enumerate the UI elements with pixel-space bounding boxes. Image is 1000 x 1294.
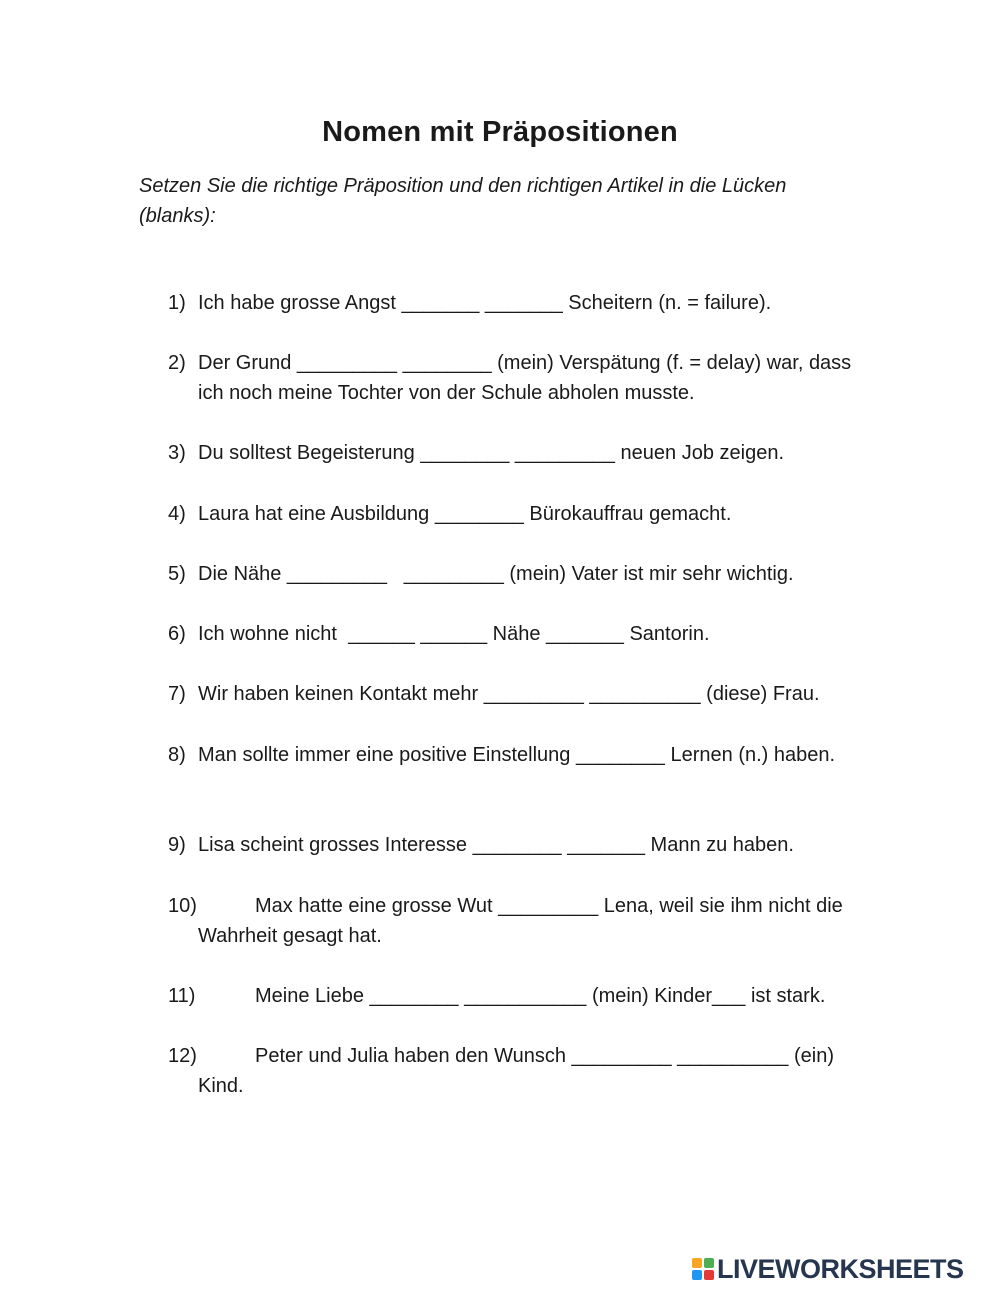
exercise-number: 10) (168, 895, 197, 917)
exercise-text: Man sollte immer eine positive Einstellung ________ Lernen (n.) haben. (198, 744, 836, 766)
exercise-item (168, 1041, 858, 1101)
exercise-number: 7) (168, 683, 186, 705)
instruction-text: Setzen Sie die richtige Präposition und den richtigen Artikel in die Lücken (blanks): (139, 175, 787, 227)
page-title: Nomen mit Präpositionen (322, 116, 678, 148)
exercise-number: 8) (168, 744, 186, 766)
exercise-number: 2) (168, 352, 186, 374)
exercise-number: 4) (168, 503, 186, 525)
exercise-text: Du solltest Begeisterung ________ _________ neuen Job zeigen. (198, 442, 785, 464)
exercise-text: Die Nähe _________ _________ (mein) Vater ist mir sehr wichtig. (198, 563, 794, 585)
logo-block (692, 1258, 702, 1268)
logo-block (704, 1270, 714, 1280)
exercise-text: Der Grund _________ ________ (mein) Verspätung (f. = delay) war, dass ich noch meine Tochter von der Schule abholen musste. (198, 352, 852, 404)
exercise-item (168, 499, 858, 529)
exercise-text: Lisa scheint grosses Interesse ________ _______ Mann zu haben. (198, 834, 794, 856)
exercise-number: 9) (168, 834, 186, 856)
logo-text: LIVEWORKSHEETS (717, 1253, 964, 1284)
exercise-number: 3) (168, 442, 186, 464)
exercise-item (168, 438, 858, 468)
exercise-item (168, 891, 858, 951)
exercise-text: Meine Liebe ________ ___________ (mein) Kinder___ ist stark. (255, 985, 826, 1007)
exercise-item (168, 288, 858, 318)
exercise-item (168, 559, 858, 589)
exercise-number: 6) (168, 623, 186, 645)
exercise-item (168, 619, 858, 649)
logo-block (704, 1258, 714, 1268)
exercise-number: 5) (168, 563, 186, 585)
exercise-text: Ich habe grosse Angst _______ _______ Scheitern (n. = failure). (198, 292, 772, 314)
exercise-item (168, 348, 858, 408)
exercise-number: 11) (168, 985, 196, 1007)
exercise-text: Ich wohne nicht ______ ______ Nähe _______ Santorin. (198, 623, 710, 645)
exercise-item (168, 679, 858, 709)
exercise-text: Max hatte eine grosse Wut _________ Lena, weil sie ihm nicht die Wahrheit gesagt hat. (198, 895, 843, 947)
exercise-number: 1) (168, 292, 186, 314)
exercise-text: Wir haben keinen Kontakt mehr _________ __________ (diese) Frau. (198, 683, 820, 705)
exercise-text: Peter und Julia haben den Wunsch _________ __________ (ein) Kind. (198, 1045, 834, 1097)
exercise-item (168, 740, 858, 770)
exercise-item (168, 830, 858, 860)
exercise-item (168, 981, 858, 1011)
logo-block (692, 1270, 702, 1280)
exercise-text: Laura hat eine Ausbildung ________ Bürokauffrau gemacht. (198, 503, 732, 525)
liveworksheets-blocks-icon (692, 1258, 714, 1280)
liveworksheets-logo[interactable] (692, 1253, 964, 1285)
exercise-number: 12) (168, 1045, 197, 1067)
